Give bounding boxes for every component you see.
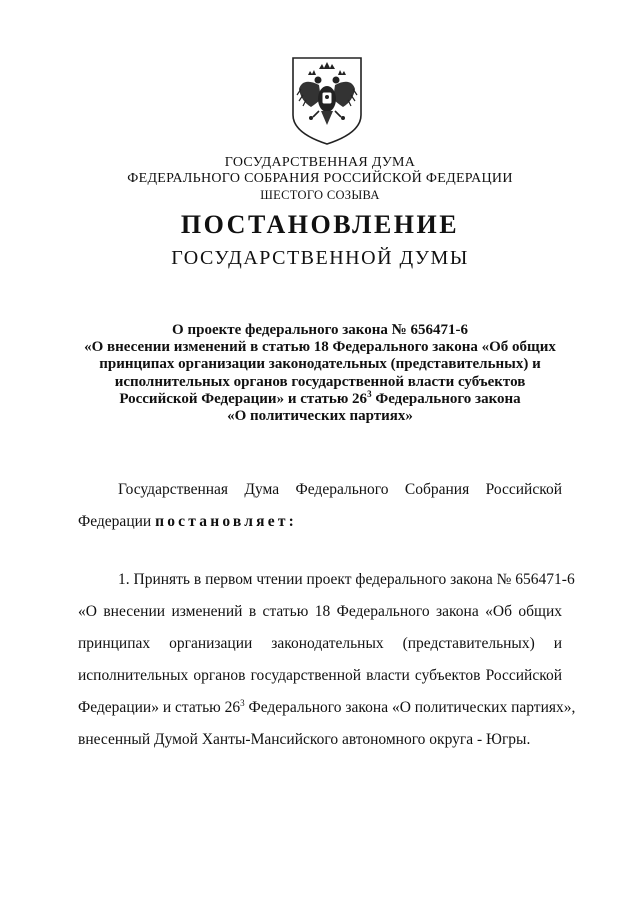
subject-line: «О внесении изменений в статью 18 Федерального закона «Об общих <box>84 339 556 356</box>
document-title: ПОСТАНОВЛЕНИЕ <box>180 210 460 239</box>
subject-line: Российской Федерации» и статью $26^3$ Федерального закона <box>119 388 521 407</box>
superscript: 3 <box>240 698 245 708</box>
item-line: 1. Принять в первом чтении проект федерального закона № 656471-6 <box>118 571 575 588</box>
superscript: 3 <box>367 388 372 399</box>
subject-line: «О политических партиях» <box>227 408 413 425</box>
header-line-3: ШЕСТОГО СОЗЫВА <box>260 188 380 202</box>
item-line: принципах организации законодательных (представительных) и <box>78 635 562 652</box>
preamble-line: Государственная Дума Федерального Собрания Российской <box>118 481 562 498</box>
header-line-1: ГОСУДАРСТВЕННАЯ ДУМА <box>224 155 416 170</box>
document-subtitle: ГОСУДАРСТВЕННОЙ ДУМЫ <box>171 247 469 269</box>
subject-line: исполнительных органов государственной власти субъектов <box>114 373 526 390</box>
preamble-paragraph <box>78 474 562 538</box>
state-emblem-icon <box>289 55 365 147</box>
item-line: «О внесении изменений в статью 18 Федерального закона «Об общих <box>78 603 562 620</box>
item-line: Федерации» и статью $26^3$ Федерального закона «О политических партиях», <box>78 698 576 716</box>
item-line: внесенный Думой Ханты-Мансийского автономного округа - Югры. <box>78 731 531 748</box>
header-line-2: ФЕДЕРАЛЬНОГО СОБРАНИЯ РОССИЙСКОЙ ФЕДЕРАЦИИ <box>127 171 513 186</box>
preamble-line: Федерации постановляет: <box>78 513 297 530</box>
subject-line: О проекте федерального закона № 656471-6 <box>172 322 468 338</box>
subject-line: принципах организации законодательных (представительных) и <box>99 356 541 373</box>
item-1-paragraph <box>78 564 576 756</box>
subject-block <box>40 322 600 425</box>
decision-keyword: постановляет: <box>155 513 297 530</box>
item-line: исполнительных органов государственной власти субъектов Российской <box>78 667 562 684</box>
